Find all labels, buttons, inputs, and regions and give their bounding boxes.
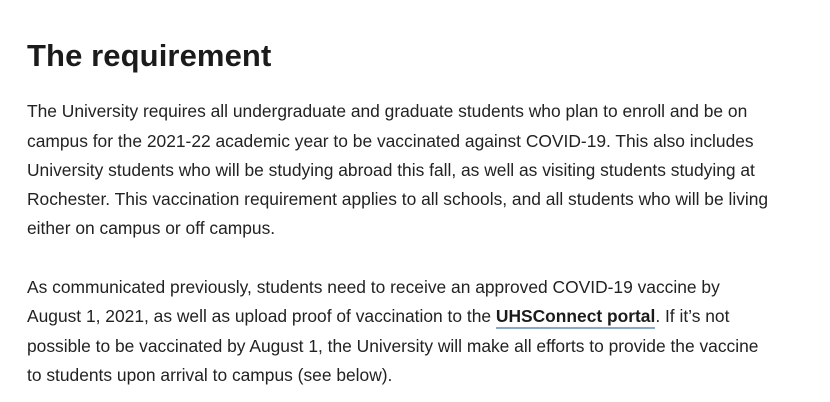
paragraph-line: University students who will be studying abroad this fall, as well as visiting students studying at	[27, 160, 755, 180]
paragraph-line: to students upon arrival to campus (see below).	[27, 365, 393, 385]
paragraph-line: either on campus or off campus.	[27, 218, 276, 238]
paragraph-line: As communicated previously, students need to receive an approved COVID-19 vaccine by	[27, 277, 720, 297]
text-after-link: . If it’s not	[655, 306, 730, 326]
text-before-link: August 1, 2021, as well as upload proof of vaccination to the	[27, 306, 496, 326]
section-heading: The requirement	[27, 38, 272, 73]
paragraph-line: The University requires all undergraduate and graduate students who plan to enroll and be on	[27, 101, 748, 121]
uhsconnect-portal-link[interactable]: UHSConnect portal	[496, 306, 655, 329]
paragraph-line: possible to be vaccinated by August 1, the University will make all efforts to provide the vaccine	[27, 336, 759, 356]
paragraph-line-with-link	[27, 304, 729, 328]
paragraph-line: campus for the 2021-22 academic year to be vaccinated against COVID-19. This also includes	[27, 131, 754, 151]
paragraph-line: Rochester. This vaccination requirement applies to all schools, and all students who will be living	[27, 189, 769, 209]
